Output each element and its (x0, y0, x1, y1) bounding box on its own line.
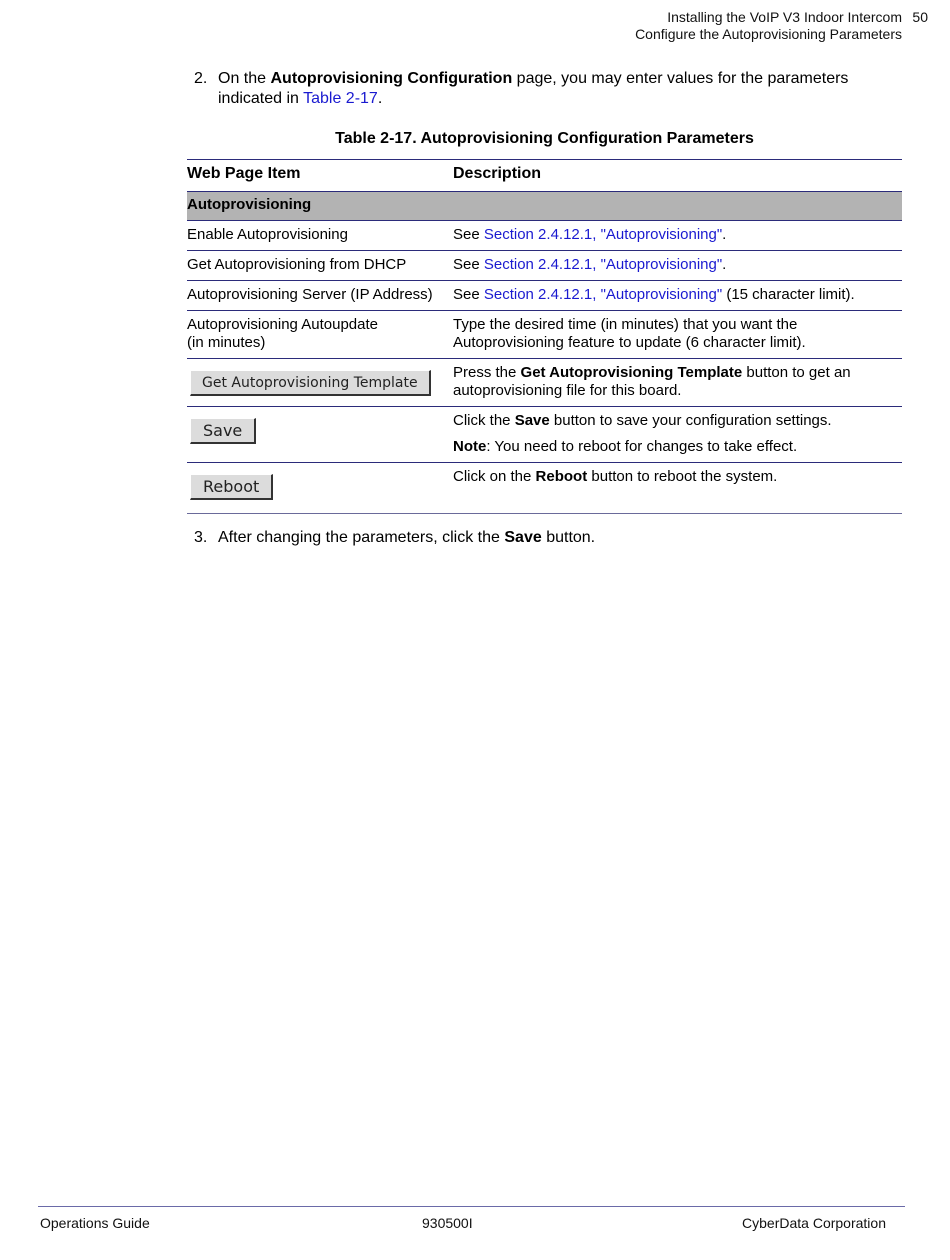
desc-pre: Press the (453, 364, 521, 381)
step-text-mid: page, you may enter values for the parameters indicated in (218, 70, 849, 107)
desc-bold: Reboot (535, 468, 588, 485)
step-text-post: . (377, 90, 383, 107)
table-caption: Table 2-17. Autoprovisioning Configuration Parameters (335, 130, 754, 147)
note-text: : You need to reboot for changes to take effect. (486, 438, 798, 455)
row-item-line2: (in minutes) (187, 334, 266, 351)
row-item (187, 407, 453, 463)
table-row (187, 311, 902, 359)
footer-left: Operations Guide (40, 1215, 150, 1231)
step-number: 2. (194, 70, 208, 87)
desc-paragraph (453, 412, 902, 430)
step-text-bold: Autoprovisioning Configuration (270, 70, 513, 87)
row-description: Type the desired time (in minutes) that you want the Autoprovisioning feature to update (6 character limit). (453, 311, 902, 359)
parameters-table (187, 159, 902, 514)
desc-pre: Click on the (453, 468, 536, 485)
row-description (453, 251, 902, 281)
page-number: 50 (912, 9, 928, 25)
step-text (218, 69, 874, 109)
running-header (635, 9, 928, 43)
desc-post: button to reboot the system. (587, 468, 778, 485)
row-item-line1: Autoprovisioning Autoupdate (187, 316, 378, 333)
column-header-item: Web Page Item (187, 160, 453, 192)
table-header-row (187, 160, 902, 192)
step-2 (194, 69, 874, 109)
table-row (187, 463, 902, 514)
section-link[interactable]: Section 2.4.12.1, "Autoprovisioning" (483, 256, 723, 273)
desc-after: (15 character limit). (722, 286, 855, 303)
save-button[interactable]: Save (190, 418, 256, 444)
step-text (218, 528, 874, 548)
step-number: 3. (194, 529, 208, 546)
desc-see: See (453, 286, 484, 303)
section-link[interactable]: Section 2.4.12.1, "Autoprovisioning" (483, 226, 723, 243)
desc-bold: Get Autoprovisioning Template (520, 364, 743, 381)
desc-bold: Save (514, 412, 550, 429)
row-description (453, 463, 902, 514)
footer-rule (38, 1206, 905, 1207)
row-description (453, 407, 902, 463)
desc-pre: Click the (453, 412, 515, 429)
reboot-button[interactable]: Reboot (190, 474, 273, 500)
row-item: Autoprovisioning Server (IP Address) (187, 281, 453, 311)
table-row (187, 221, 902, 251)
section-row (187, 192, 902, 221)
row-description (453, 359, 902, 407)
row-item (187, 311, 453, 359)
desc-post: button to get an autoprovisioning file for this board. (453, 364, 851, 399)
footer-center: 930500I (422, 1215, 473, 1231)
header-chapter-title: Installing the VoIP V3 Indoor Intercom (667, 9, 902, 25)
header-section-title: Configure the Autoprovisioning Parameters (635, 26, 902, 42)
row-item (187, 463, 453, 514)
desc-see: See (453, 226, 484, 243)
table-link[interactable]: Table 2-17 (303, 90, 378, 107)
section-label: Autoprovisioning (187, 192, 902, 221)
desc-after: . (722, 256, 727, 273)
step-text-bold: Save (504, 529, 542, 546)
column-header-description: Description (453, 160, 902, 192)
row-description (453, 281, 902, 311)
step-3 (194, 528, 874, 548)
step-text-post: button. (541, 529, 596, 546)
row-item: Enable Autoprovisioning (187, 221, 453, 251)
table-row (187, 251, 902, 281)
footer-right: CyberData Corporation (742, 1215, 886, 1231)
step-text-pre: On the (218, 70, 271, 87)
section-link[interactable]: Section 2.4.12.1, "Autoprovisioning" (483, 286, 723, 303)
desc-see: See (453, 256, 484, 273)
row-item (187, 359, 453, 407)
row-description (453, 221, 902, 251)
desc-post: button to save your configuration settings. (549, 412, 832, 429)
table-row (187, 407, 902, 463)
step-text-pre: After changing the parameters, click the (218, 529, 505, 546)
row-item: Get Autoprovisioning from DHCP (187, 251, 453, 281)
table-row (187, 359, 902, 407)
table-row (187, 281, 902, 311)
get-autoprovisioning-template-button[interactable]: Get Autoprovisioning Template (190, 370, 431, 396)
desc-after: . (722, 226, 727, 243)
note-paragraph (453, 438, 902, 456)
note-label: Note (453, 438, 487, 455)
